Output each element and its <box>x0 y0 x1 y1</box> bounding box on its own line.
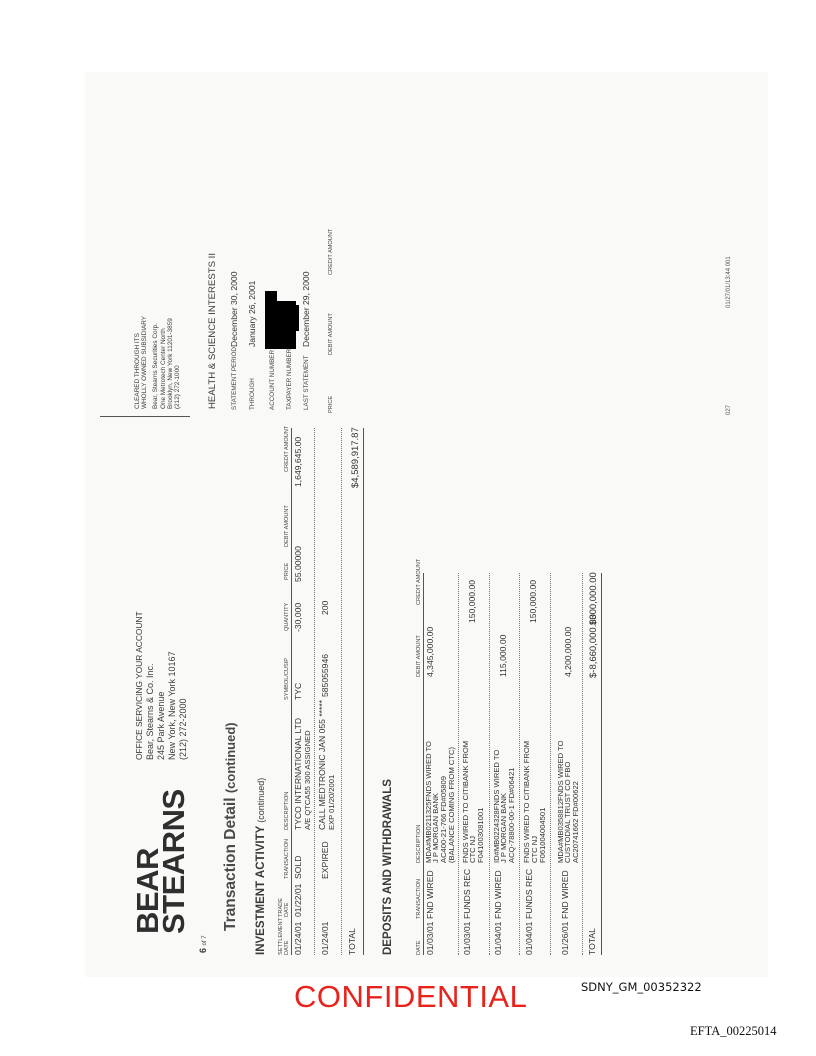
ia-row-trade: 01/22/01 <box>293 883 303 917</box>
office-line: New York, New York 10167 <box>167 651 177 760</box>
col-transaction: TRANSACTION <box>284 838 290 879</box>
confidential-stamp: CONFIDENTIAL <box>294 979 528 1014</box>
efta-number: EFTA_00225014 <box>690 1024 777 1038</box>
clearing-firm-line: (212) 272-1000 <box>174 365 182 409</box>
col-description: DESCRIPTION <box>284 791 290 830</box>
col-symbol: SYMBOL/CUSIP <box>284 658 290 700</box>
page-number <box>198 935 208 953</box>
ia-row-credit: 1,649,645.00 <box>293 436 303 487</box>
dw-row-transaction: FND WIRED <box>493 870 503 919</box>
col-debit-right: DEBIT AMOUNT <box>328 313 334 355</box>
clearing-firm-line: Bear, Stearns Securities Corp. <box>152 323 160 409</box>
investment-activity-continued: (continued) <box>256 777 266 823</box>
ia-total-credit: $4,589,917.87 <box>350 427 361 488</box>
through-label: THROUGH <box>249 378 256 410</box>
dw-total-credit: $300,000.00 <box>588 572 599 625</box>
dw-row-transaction: FND WIRED <box>560 870 570 919</box>
row-separator <box>519 573 520 955</box>
dw-row-desc: ACQ-78800-00-1 FD#06421 <box>507 767 516 863</box>
ia-row-desc: A/E QTCA55 300 ASSIGNED <box>303 730 312 830</box>
col-price: PRICE <box>284 562 290 580</box>
office-line: (212) 272-2000 <box>178 698 188 760</box>
dw-row-desc: FNDS WIRED TO CITIBANK FROM <box>522 740 531 863</box>
dw-row-credit: 150,000.00 <box>528 579 538 623</box>
office-heading: OFFICE SERVICING YOUR ACCOUNT <box>134 611 144 760</box>
clearing-firm-line: Brooklyn, New York 11201-3859 <box>166 318 174 409</box>
clearing-block <box>134 316 181 409</box>
bear-stearns-logo <box>130 789 191 934</box>
dw-row-desc: F041003081001 <box>476 807 485 863</box>
dw-col-description: DESCRIPTION <box>416 824 422 863</box>
col-debit: DEBIT AMOUNT <box>284 505 290 547</box>
dw-total-debit: $-8,660,000.00 <box>588 614 599 678</box>
clearing-line: WHOLLY OWNED SUBSIDIARY <box>141 315 149 409</box>
deposits-heading: DEPOSITS AND WITHDRAWALS <box>382 779 394 955</box>
dw-row-date: 01/03/01 <box>462 921 472 955</box>
statement-period-value: December 30, 2000 <box>229 271 239 347</box>
dw-row-desc: F061004004501 <box>538 807 547 863</box>
footer-timestamp: 01/27/01/13:44 001 <box>726 256 732 308</box>
col-label: TRADE <box>278 898 284 917</box>
dw-row-desc: J P MORGAN BANK <box>431 793 440 863</box>
col-settlement-date <box>278 918 290 955</box>
dw-row-desc: J P MORGAN BANK <box>499 793 508 863</box>
row-separator <box>489 573 490 955</box>
ia-row-desc: TYCO INTERNATIONAL LTD <box>293 717 303 830</box>
ia-row-symbol: 585055946 <box>320 653 330 697</box>
investment-activity-title: INVESTMENT ACTIVITY <box>255 825 267 955</box>
col-label: DATE <box>284 940 290 955</box>
ia-row-transaction: SOLD <box>293 855 303 879</box>
col-label: DATE <box>284 902 290 917</box>
last-statement-value: December 29, 2000 <box>301 271 311 347</box>
rotated-statement <box>85 72 768 977</box>
dw-row-desc: AC400-21-766 FD#05809 <box>439 776 448 863</box>
row-separator <box>550 573 551 955</box>
row-separator <box>314 428 315 955</box>
dw-row-debit: 115,000.00 <box>498 634 508 677</box>
page-of-label: of 7 <box>202 935 208 946</box>
header-divider <box>100 416 190 417</box>
header-rule <box>291 428 292 955</box>
dw-row-desc: CTC NJ <box>468 836 477 863</box>
ia-row-price: 55.00000 <box>293 546 303 582</box>
ia-total-label: TOTAL <box>347 928 357 955</box>
ia-row-desc: CALL MEDTRONIC JAN 055 ***** <box>317 699 327 830</box>
ia-row-symbol: TYC <box>293 682 303 700</box>
logo-line-1: BEAR <box>130 848 165 934</box>
dw-row-desc: CTC NJ <box>530 836 539 863</box>
dw-row-transaction: FUNDS REC <box>524 868 534 919</box>
col-trade-date <box>278 898 290 917</box>
title-continued: (continued) <box>223 722 238 794</box>
redaction-fragment <box>291 305 299 331</box>
section-title <box>222 722 240 931</box>
bates-number: SDNY_GM_00352322 <box>581 980 702 994</box>
dw-row-desc: MDA#MB0358812FNDS WIRED TO <box>556 740 565 863</box>
col-quantity: QUANTITY <box>284 602 290 631</box>
footer-page-code: 027 <box>726 404 732 415</box>
row-separator <box>341 428 342 955</box>
total-rule <box>363 428 364 955</box>
office-line: 245 Park Avenue <box>156 691 166 760</box>
dw-col-date: DATE <box>416 940 422 955</box>
row-separator <box>582 573 583 955</box>
dw-row-date: 01/04/01 <box>524 921 534 955</box>
col-label: SETTLEMENT <box>278 918 284 955</box>
dw-col-credit: CREDIT AMOUNT <box>416 558 422 605</box>
dw-col-transaction: TRANSACTION <box>416 878 422 919</box>
title-main: Transaction Detail <box>222 797 239 931</box>
dw-row-transaction: FUNDS REC <box>462 868 472 919</box>
dw-row-desc: ID#MB0224328FNDS WIRED TO <box>492 749 501 863</box>
dw-row-credit: 150,000.00 <box>467 579 477 623</box>
col-credit: CREDIT AMOUNT <box>284 425 290 472</box>
through-value: January 26, 2001 <box>247 280 257 347</box>
ia-row-settlement: 01/24/01 <box>293 921 303 955</box>
dw-row-debit: 4,345,000.00 <box>425 626 435 677</box>
dw-total-rule <box>601 573 602 955</box>
investment-activity-heading <box>255 778 267 955</box>
office-servicing-block <box>134 611 189 760</box>
taxpayer-number-label: TAXPAYER NUMBER <box>286 348 293 410</box>
dw-row-date: 01/03/01 <box>425 921 435 955</box>
last-statement-label: LAST STATEMENT <box>303 355 310 410</box>
dw-row-date: 01/04/01 <box>493 921 503 955</box>
account-name: HEALTH & SCIENCE INTERESTS II <box>207 252 218 409</box>
dw-row-desc: AC20741662 FD#00622 <box>571 781 580 863</box>
office-line: Bear, Stearns & Co. Inc. <box>145 663 155 760</box>
logo-line-2: STEARNS <box>156 789 191 934</box>
statement-period-label: STATEMENT PERIOD <box>231 347 238 410</box>
page-number-value: 6 <box>198 947 208 953</box>
dw-total-label: TOTAL <box>587 928 597 955</box>
account-number-label: ACCOUNT NUMBER <box>269 349 276 410</box>
dw-col-debit: DEBIT AMOUNT <box>416 635 422 677</box>
dw-row-desc: CUSTODIAL TRUST CO FBO <box>563 761 572 863</box>
ia-row-quantity: -30,000 <box>293 602 303 632</box>
ia-row-transaction: EXPIRED <box>320 841 330 879</box>
ia-row-desc: EXP 01/20/2001 <box>327 774 336 830</box>
dw-row-transaction: FND WIRED <box>425 870 435 919</box>
col-price-right: PRICE <box>328 395 334 413</box>
col-credit-right: CREDIT AMOUNT <box>328 228 334 275</box>
dw-row-desc: FNDS WIRED TO CITIBANK FROM <box>461 740 470 863</box>
dw-row-debit: 4,200,000.00 <box>563 626 573 677</box>
row-separator <box>458 573 459 955</box>
dw-row-date: 01/26/01 <box>560 921 570 955</box>
clearing-line: CLEARED THROUGH ITS <box>134 333 141 409</box>
ia-row-settlement: 01/24/01 <box>320 921 330 955</box>
dw-row-desc: (BALANCE COMING FROM CTC) <box>447 746 456 863</box>
dw-row-desc: MDA#MB0211325FNDS WIRED TO <box>424 741 433 863</box>
clearing-firm-line: One Metrotech Center North <box>159 328 167 409</box>
ia-row-quantity: 200 <box>320 600 330 615</box>
